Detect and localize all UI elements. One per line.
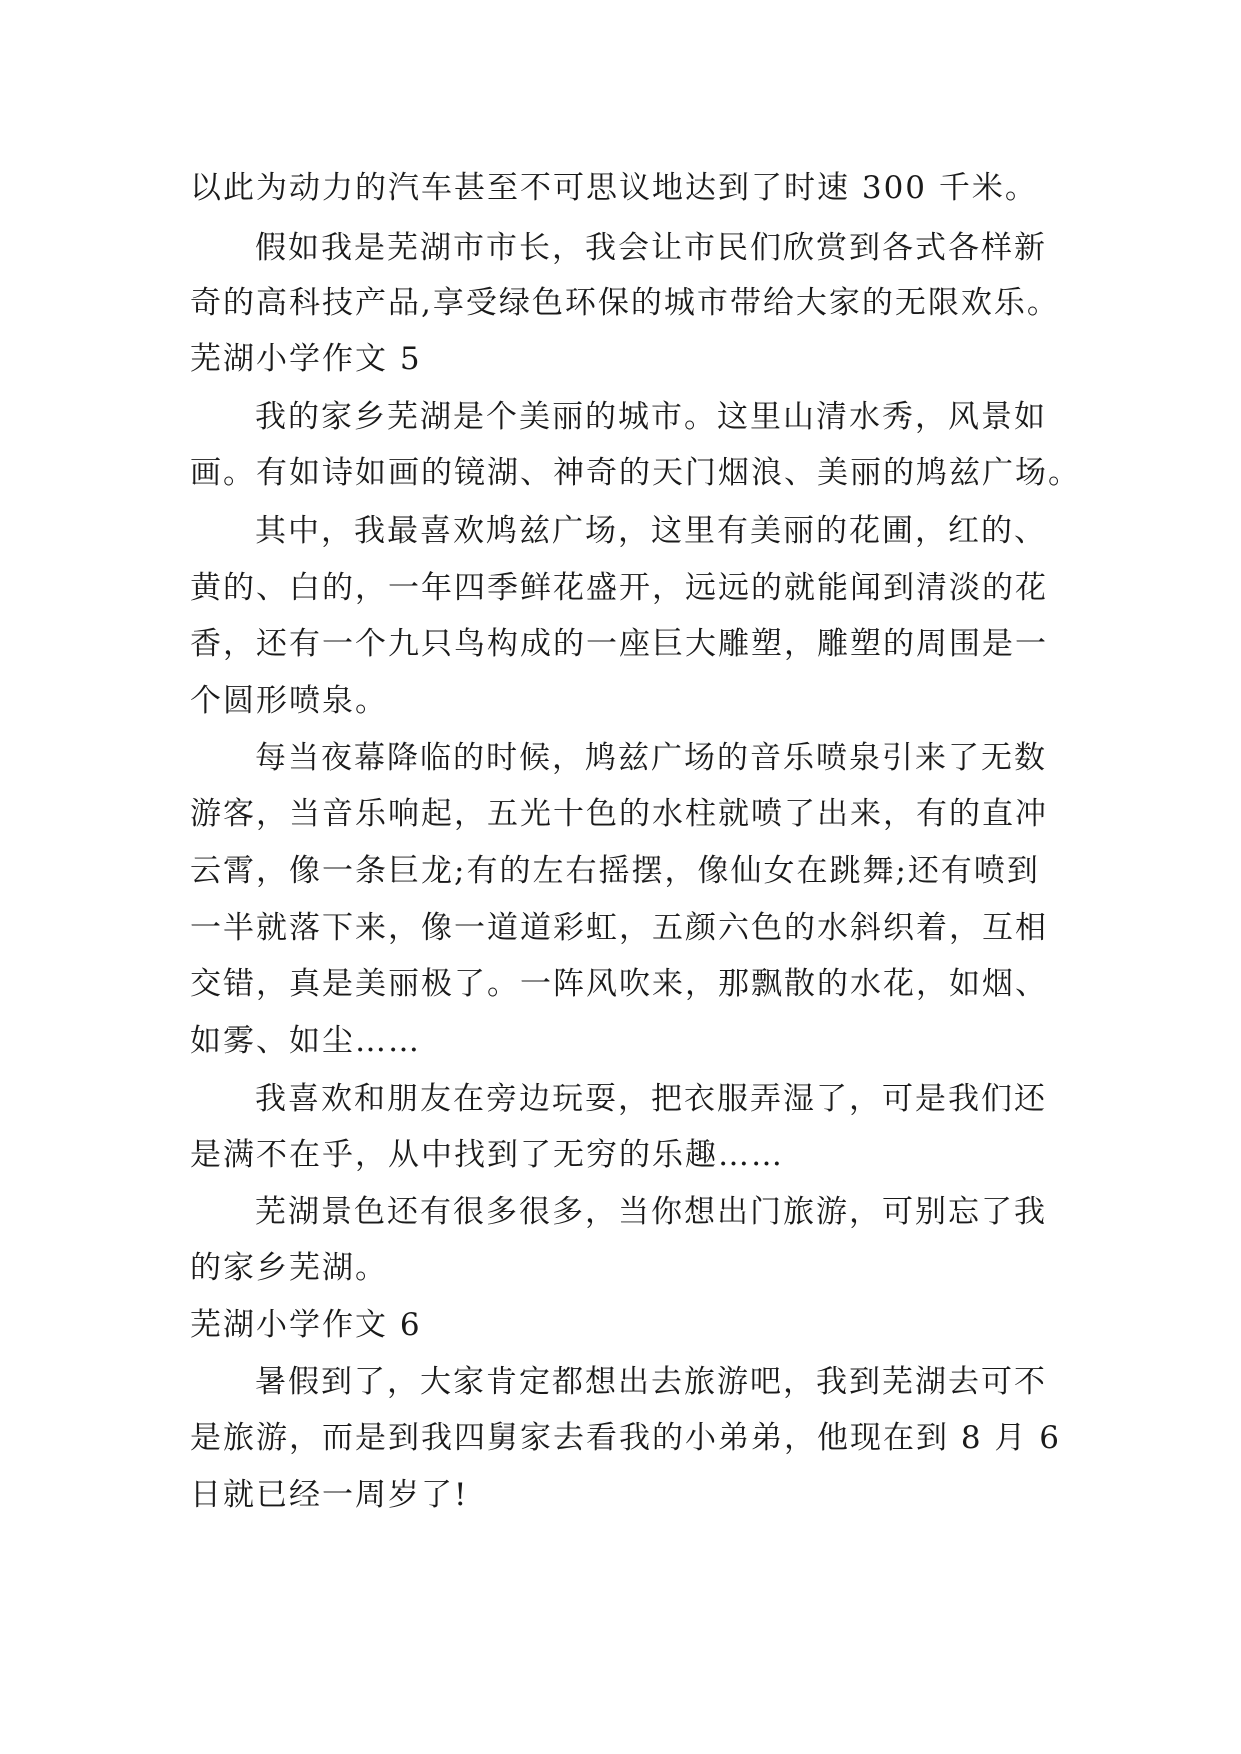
paragraph-line: 每当夜幕降临的时候，鸠兹广场的音乐喷泉引来了无数 bbox=[255, 740, 1047, 776]
section-heading: 芜湖小学作文 6 bbox=[190, 1307, 422, 1343]
paragraph-line: 我的家乡芜湖是个美丽的城市。这里山清水秀，风景如 bbox=[255, 399, 1047, 435]
paragraph-line: 如雾、如尘…… bbox=[190, 1023, 421, 1059]
paragraph-line: 以此为动力的汽车甚至不可思议地达到了时速 300 千米。 bbox=[190, 170, 1038, 206]
paragraph-line: 奇的高科技产品,享受绿色环保的城市带给大家的无限欢乐。 bbox=[190, 285, 1060, 321]
paragraph-line: 交错，真是美丽极了。一阵风吹来，那飘散的水花，如烟、 bbox=[190, 966, 1048, 1002]
paragraph-line: 我喜欢和朋友在旁边玩耍，把衣服弄湿了，可是我们还 bbox=[255, 1081, 1047, 1117]
paragraph-line: 黄的、白的，一年四季鲜花盛开，远远的就能闻到清淡的花 bbox=[190, 570, 1048, 606]
paragraph-line: 暑假到了，大家肯定都想出去旅游吧，我到芜湖去可不 bbox=[255, 1364, 1047, 1400]
section-heading: 芜湖小学作文 5 bbox=[190, 341, 422, 377]
paragraph-line: 是旅游，而是到我四舅家去看我的小弟弟，他现在到 8 月 6 bbox=[190, 1420, 1062, 1456]
paragraph-line: 云霄，像一条巨龙;有的左右摇摆，像仙女在跳舞;还有喷到 bbox=[190, 853, 1040, 889]
paragraph-line: 画。有如诗如画的镜湖、神奇的天门烟浪、美丽的鸠兹广场。 bbox=[190, 455, 1081, 491]
paragraph-line: 个圆形喷泉。 bbox=[190, 683, 388, 719]
paragraph-line: 其中，我最喜欢鸠兹广场，这里有美丽的花圃，红的、 bbox=[255, 513, 1047, 549]
paragraph-line: 一半就落下来，像一道道彩虹，五颜六色的水斜织着，互相 bbox=[190, 910, 1048, 946]
paragraph-line: 是满不在乎，从中找到了无穷的乐趣…… bbox=[190, 1137, 784, 1173]
paragraph-line: 的家乡芜湖。 bbox=[190, 1250, 388, 1286]
paragraph-line: 芜湖景色还有很多很多，当你想出门旅游，可别忘了我 bbox=[255, 1194, 1047, 1230]
paragraph-line: 假如我是芜湖市市长，我会让市民们欣赏到各式各样新 bbox=[255, 230, 1047, 266]
paragraph-line: 游客，当音乐响起，五光十色的水柱就喷了出来，有的直冲 bbox=[190, 796, 1048, 832]
paragraph-line: 香，还有一个九只鸟构成的一座巨大雕塑，雕塑的周围是一 bbox=[190, 626, 1048, 662]
paragraph-line: 日就已经一周岁了! bbox=[190, 1477, 469, 1513]
